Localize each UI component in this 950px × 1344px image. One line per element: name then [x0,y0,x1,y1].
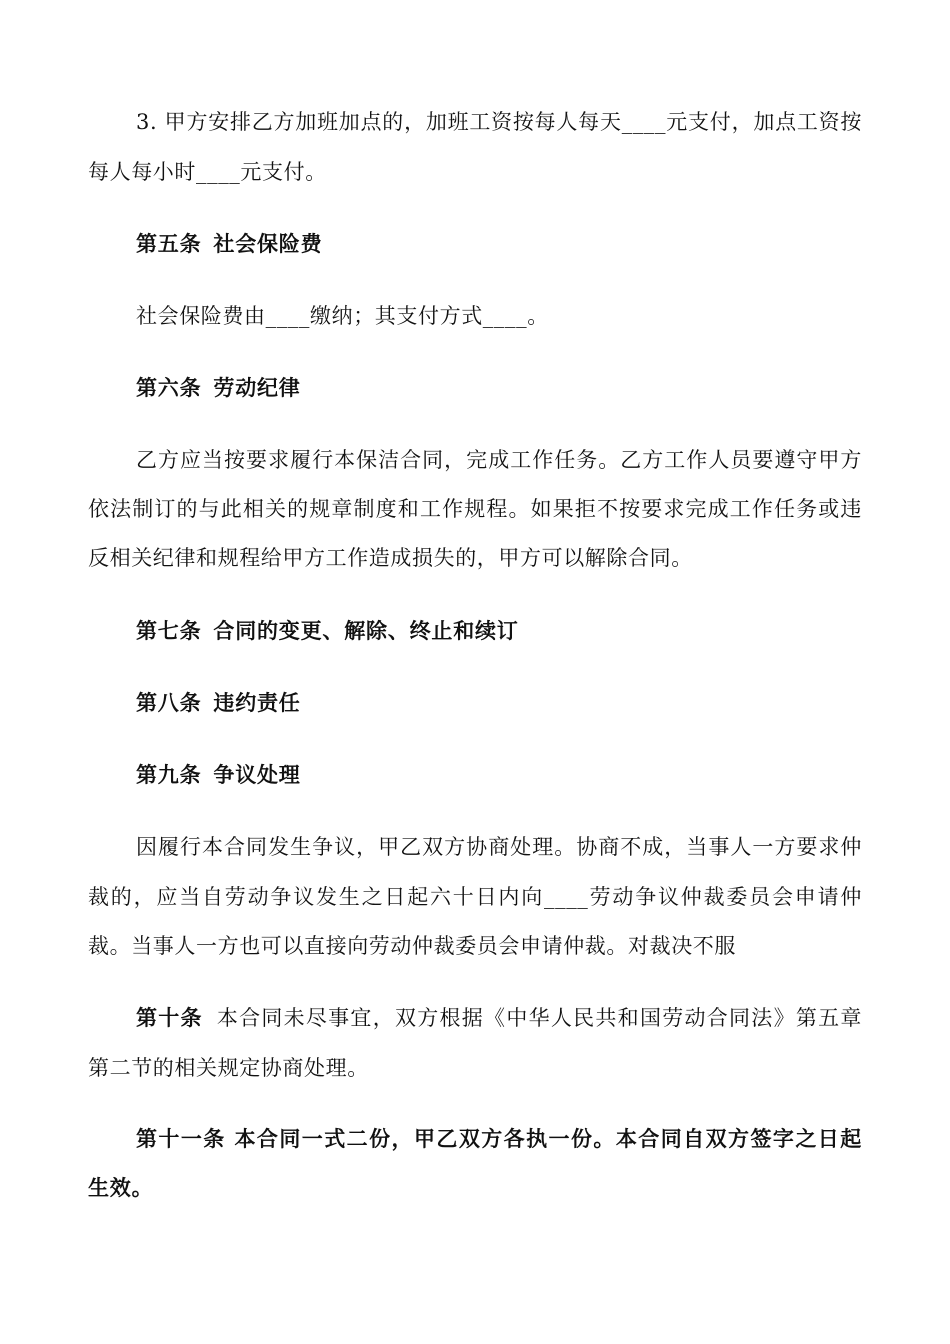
article-6-heading [136,373,862,403]
article-8-number: 第八条 [136,691,202,715]
article-10-line1 [136,1003,862,1033]
article-7-title: 合同的变更、解除、终止和续订 [213,619,519,643]
article-7-heading [136,616,862,646]
article-5-number: 第五条 [136,232,202,256]
article-5-heading [136,229,862,259]
article-9-line2: 裁的，应当自劳动争议发生之日起六十日内向____劳动争议仲裁委员会申请仲 [88,885,862,909]
article-9-line3: 裁。当事人一方也可以直接向劳动仲裁委员会申请仲裁。对裁决不服 [88,934,736,958]
article-9-number: 第九条 [136,763,202,787]
article-6-title: 劳动纪律 [213,376,301,400]
article-9-heading [136,760,862,790]
article-7-number: 第七条 [136,619,202,643]
para3-line2: 每人每小时____元支付。 [88,160,327,184]
article-5-body: 社会保险费由____缴纳；其支付方式____。 [136,304,549,328]
article-11-line1: 第十一条 本合同一式二份，甲乙双方各执一份。本合同自双方签字之日起 [136,1127,862,1151]
article-10-number: 第十条 [136,1006,203,1030]
article-5-title: 社会保险费 [213,232,323,256]
article-6-number: 第六条 [136,376,202,400]
article-9-line1: 因履行本合同发生争议，甲乙双方协商处理。协商不成，当事人一方要求仲 [136,835,862,859]
article-10-text: 本合同未尽事宜，双方根据《中华人民共和国劳动合同法》第五章 [216,1006,862,1030]
article-10-line2: 第二节的相关规定协商处理。 [88,1056,369,1080]
article-6-line2: 依法制订的与此相关的规章制度和工作规程。如果拒不按要求完成工作任务或违 [88,497,862,521]
article-6-line3: 反相关纪律和规程给甲方工作造成损失的，甲方可以解除合同。 [88,546,693,570]
para3-line1: 3. 甲方安排乙方加班加点的，加班工资按每人每天____元支付，加点工资按 [136,110,862,134]
article-11-line2: 生效。 [88,1176,154,1200]
article-6-line1: 乙方应当按要求履行本保洁合同，完成工作任务。乙方工作人员要遵守甲方 [136,448,862,472]
article-8-heading [136,688,862,718]
article-9-title: 争议处理 [213,763,301,787]
article-8-title: 违约责任 [213,691,301,715]
